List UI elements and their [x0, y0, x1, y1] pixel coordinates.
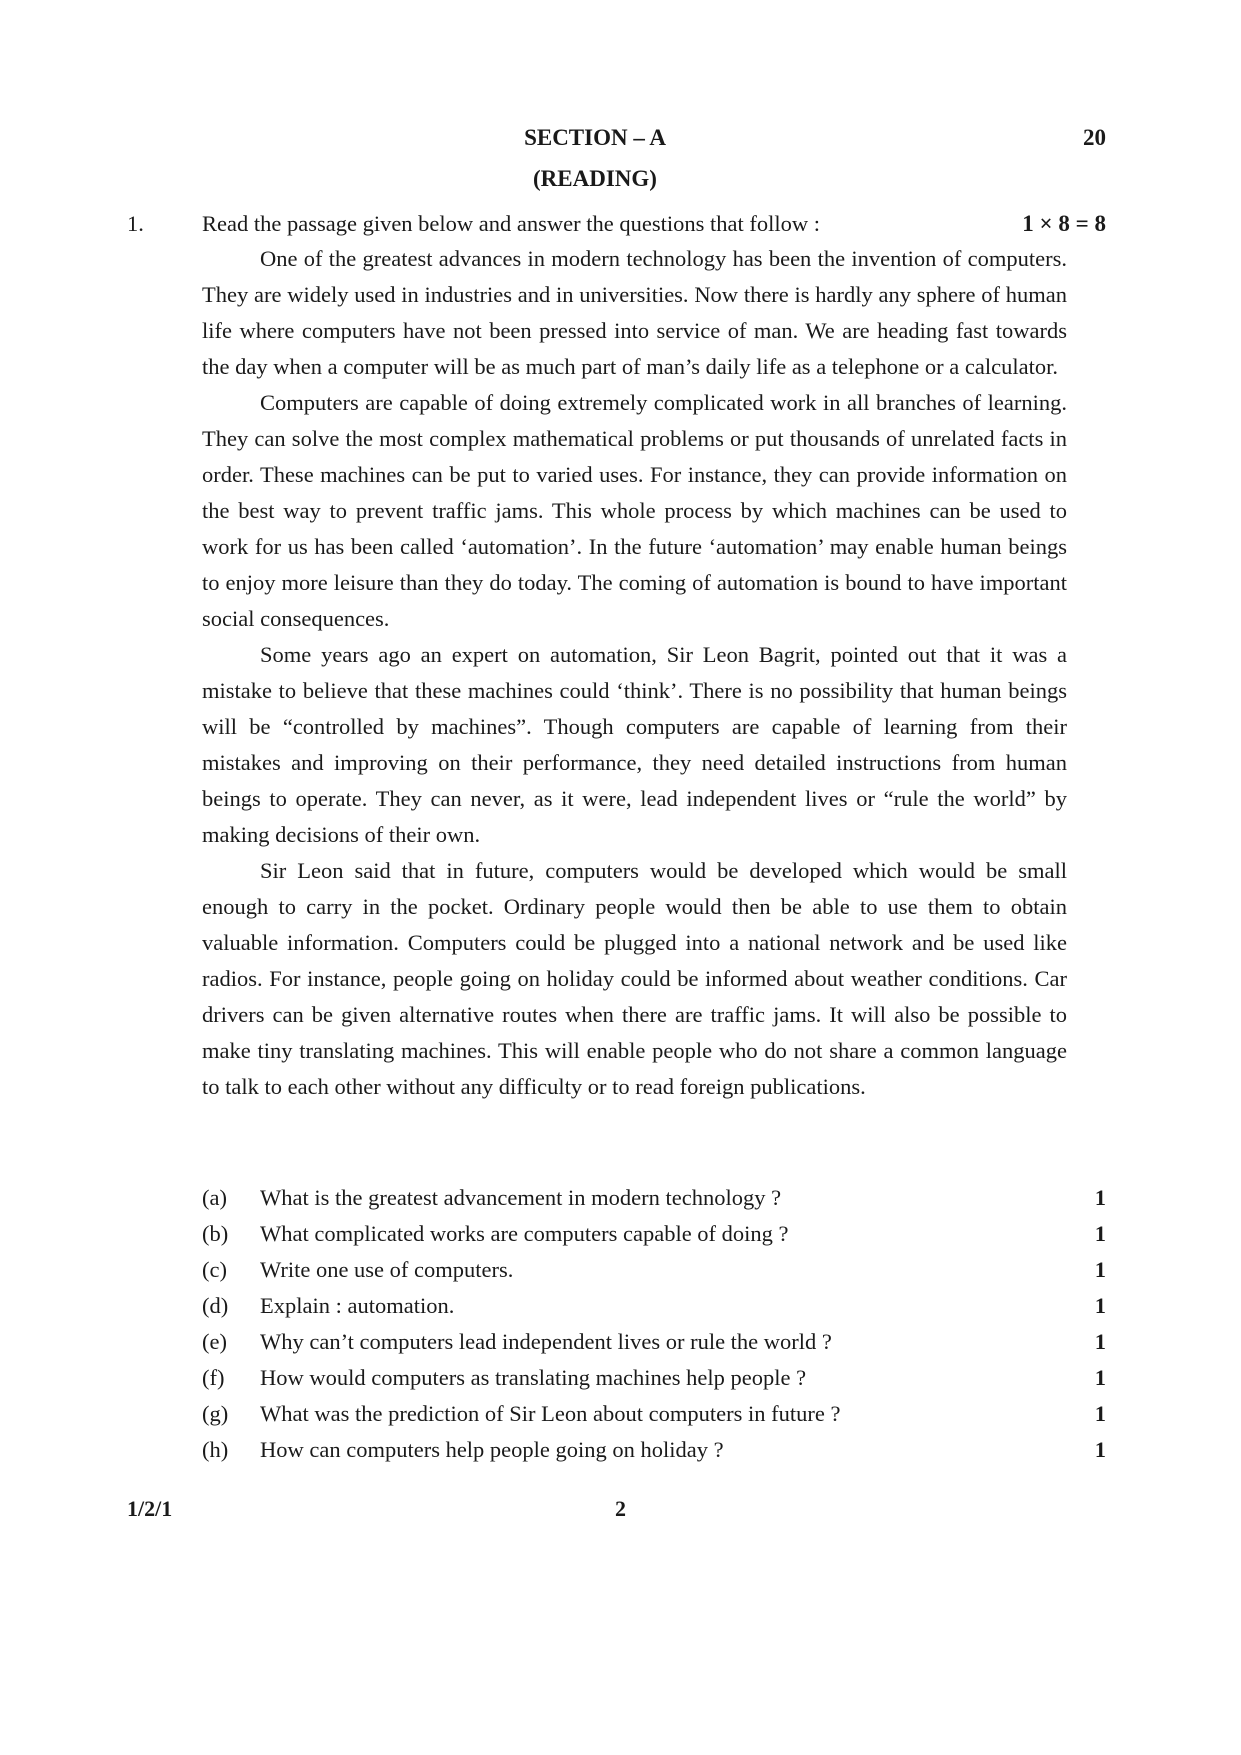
subquestion-label: (b): [202, 1221, 229, 1246]
section-subtitle: (READING): [533, 166, 657, 191]
subquestion-h: [202, 1432, 1106, 1468]
page-number: 2: [615, 1496, 626, 1521]
question-number: 1.: [127, 211, 144, 236]
subquestion-label: (h): [202, 1437, 229, 1462]
reading-passage: [202, 241, 1067, 1105]
subquestion-marks: 1: [1094, 1401, 1106, 1426]
passage-paragraph: One of the greatest advances in modern technology has been the invention of computers. They are widely used in industries and in universities. Now there is hardly any sphere of human life where computers have not been pressed into service of man. We are heading fast towards the day when a computer will be as much part of man’s daily life as a telephone or a calculator.: [202, 246, 1067, 379]
passage-paragraph: Computers are capable of doing extremely complicated work in all branches of learning. They can solve the most complex mathematical problems or put thousands of unrelated facts in order. These machines can be put to varied uses. For instance, they can provide information on the best way to prevent traffic jams. This whole process by which machines can be used to work for us has been called ‘automation’. In the future ‘automation’ may enable human beings to enjoy more leisure than they do today. The coming of automation is bound to have important social consequences.: [202, 390, 1067, 631]
subquestion-label: (g): [202, 1401, 229, 1426]
subquestion-text: Why can’t computers lead independent lives or rule the world ?: [260, 1329, 832, 1354]
subquestion-text: Write one use of computers.: [260, 1257, 514, 1282]
subquestion-label: (a): [202, 1185, 227, 1210]
subquestion-label: (c): [202, 1257, 227, 1282]
subquestion-marks: 1: [1094, 1185, 1106, 1210]
subquestion-marks: 1: [1094, 1257, 1106, 1282]
subquestion-b: [202, 1216, 1106, 1252]
subquestion-f: [202, 1360, 1106, 1396]
question-instruction: Read the passage given below and answer the questions that follow :: [202, 211, 820, 236]
subquestion-text: What is the greatest advancement in modern technology ?: [260, 1185, 782, 1210]
subquestion-text: What complicated works are computers capable of doing ?: [260, 1221, 789, 1246]
subquestion-text: How would computers as translating machines help people ?: [260, 1365, 807, 1390]
subquestion-c: [202, 1252, 1106, 1288]
subquestion-marks: 1: [1094, 1365, 1106, 1390]
subquestion-d: [202, 1288, 1106, 1324]
paper-code: 1/2/1: [127, 1496, 173, 1521]
subquestion-text: Explain : automation.: [260, 1293, 455, 1318]
section-marks: 20: [1083, 125, 1106, 150]
passage-paragraph: Some years ago an expert on automation, Sir Leon Bagrit, pointed out that it was a mistake to believe that these machines could ‘think’. There is no possibility that human beings will be “controlled by machines”. Though computers are capable of learning from their mistakes and improving on their performance, they need detailed instructions from human beings to operate. They can never, as it were, lead independent lives or “rule the world” by making decisions of their own.: [202, 642, 1067, 847]
subquestion-list: [202, 1180, 1106, 1468]
subquestion-label: (d): [202, 1293, 229, 1318]
subquestion-g: [202, 1396, 1106, 1432]
question-marks: 1 × 8 = 8: [1022, 211, 1106, 236]
subquestion-marks: 1: [1094, 1329, 1106, 1354]
subquestion-e: [202, 1324, 1106, 1360]
subquestion-text: How can computers help people going on holiday ?: [260, 1437, 724, 1462]
passage-paragraph: Sir Leon said that in future, computers would be developed which would be small enough to carry in the pocket. Ordinary people would then be able to use them to obtain valuable information. Computers could be plugged into a national network and be used like radios. For instance, people going on holiday could be informed about weather conditions. Car drivers can be given alternative routes when there are traffic jams. It will also be possible to make tiny translating machines. This will enable people who do not share a common language to talk to each other without any difficulty or to read foreign publications.: [202, 858, 1067, 1099]
section-title: SECTION – A: [524, 125, 666, 150]
subquestion-marks: 1: [1094, 1293, 1106, 1318]
subquestion-marks: 1: [1094, 1221, 1106, 1246]
subquestion-text: What was the prediction of Sir Leon about computers in future ?: [260, 1401, 841, 1426]
subquestion-label: (e): [202, 1329, 227, 1354]
subquestion-a: [202, 1180, 1106, 1216]
subquestion-marks: 1: [1094, 1437, 1106, 1462]
subquestion-label: (f): [202, 1365, 225, 1390]
